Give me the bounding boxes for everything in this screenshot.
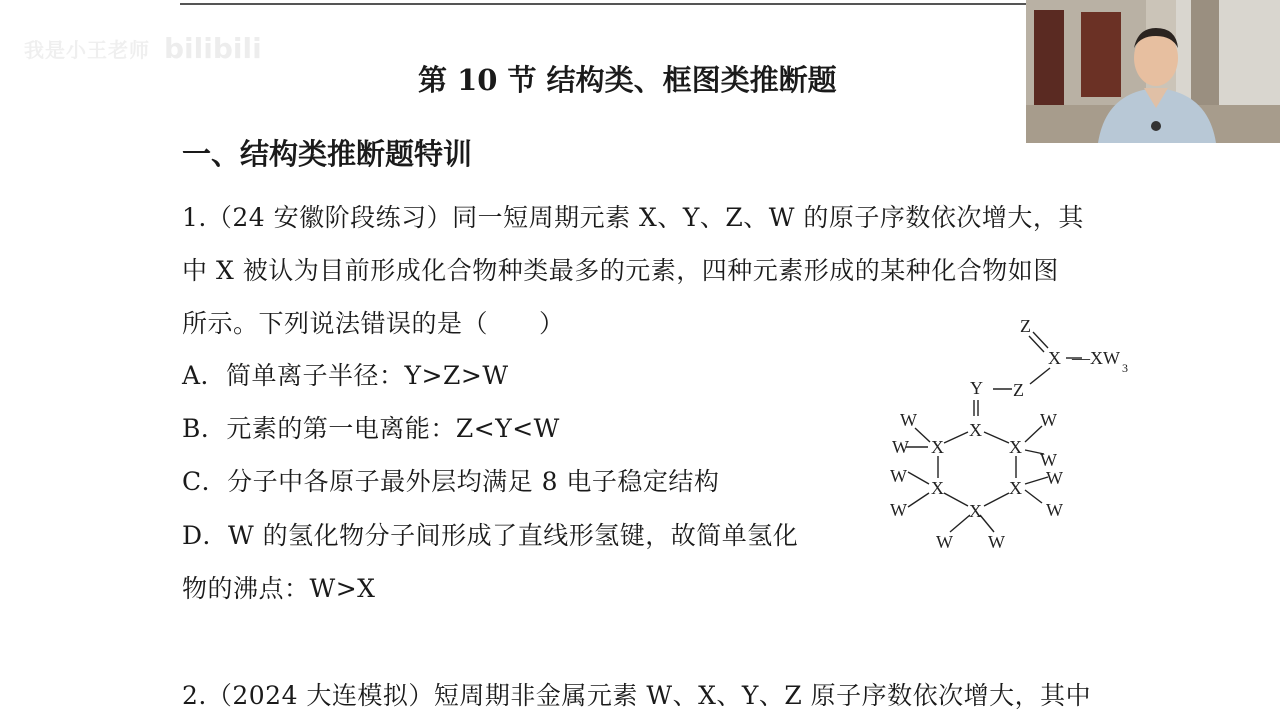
ring-atom-x-upper-left: X [931,437,944,457]
ring-atom-x-lower-left: X [931,478,944,498]
atom-w-1: W [900,410,917,430]
question-1-line-1: 1.（24 安徽阶段练习）同一短周期元素 X、Y、Z、W 的原子序数依次增大，其 [182,203,1084,232]
atom-xw3: —XW [1072,348,1120,368]
bilibili-watermark [24,32,262,65]
atom-w-2: W [892,437,909,457]
option-d-line-1: D．W 的氢化物分子间形成了直线形氢键，故简单氢化 [182,521,799,550]
atom-w-7: W [1040,410,1057,430]
atom-z-top: Z [1020,316,1031,336]
atom-w-5: W [936,532,953,552]
section-heading: 一、结构类推断题特训 [182,137,473,171]
structure-atom-labels [890,316,1128,552]
option-a: A．简单离子半径：Y>Z>W [182,361,509,390]
option-c: C．分子中各原子最外层均满足 8 电子稳定结构 [182,467,720,496]
ring-atom-x-top: X [969,420,982,440]
option-d-line-2: 物的沸点：W>X [182,574,376,603]
bilibili-logo: bilibili [164,32,262,65]
atom-w-8: W [1040,450,1057,470]
atom-w-3: W [890,466,907,486]
atom-w-4: W [890,500,907,520]
ring-atom-x-bottom: X [969,501,982,521]
ring-atom-x-upper-right: X [1009,437,1022,457]
question-1-line-3: 所示。下列说法错误的是（ ） [182,309,565,338]
atom-x-top: X [1048,348,1061,368]
question-1-line-2: 中 X 被认为目前形成化合物种类最多的元素，四种元素形成的某种化合物如图 [182,256,1059,285]
atom-y: Y [970,378,983,398]
webcam-feed [1026,0,1280,143]
ring-atom-x-lower-right: X [1009,478,1022,498]
left-margin [0,0,180,720]
atom-z-link: Z [1013,380,1024,400]
watermark-text: 我是小王老师 [24,38,150,62]
question-2-line-1: 2.（2024 大连模拟）短周期非金属元素 W、X、Y、Z 原子序数依次增大，其中 [182,681,1092,710]
webcam-overlay [1026,0,1280,143]
option-b: B．元素的第一电离能：Z<Y<W [182,414,560,443]
atom-w-6: W [988,532,1005,552]
atom-w-10: W [1046,500,1063,520]
page-title: 第 10 节 结构类、框图类推断题 [418,63,837,97]
chemical-structure-diagram [870,310,1150,560]
atom-xw3-subscript: 3 [1122,361,1128,375]
atom-w-9: W [1046,468,1063,488]
